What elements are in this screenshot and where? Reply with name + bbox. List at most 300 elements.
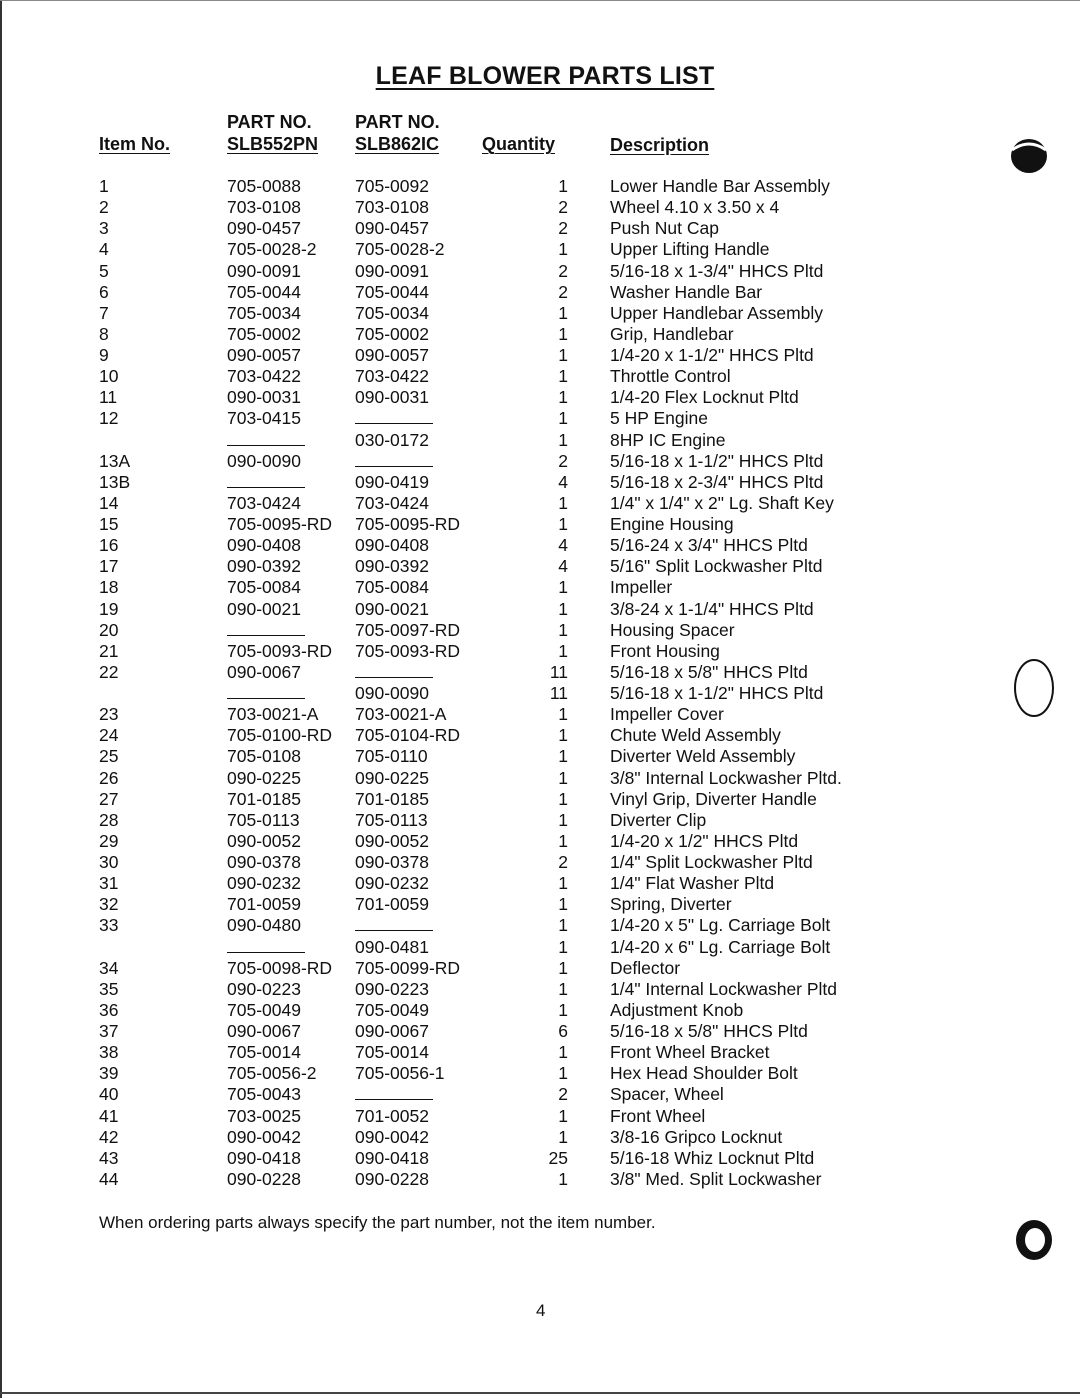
part-no-slb862ic: 090-0232 bbox=[355, 873, 429, 894]
part-no-slb862ic: 090-0052 bbox=[355, 830, 429, 851]
table-row bbox=[0, 472, 1080, 493]
part-no-slb552pn: 090-0067 bbox=[227, 661, 301, 682]
description: 5/16-18 x 5/8" HHCS Pltd bbox=[610, 661, 808, 682]
table-row bbox=[0, 1169, 1080, 1190]
quantity: 1 bbox=[558, 1042, 568, 1063]
quantity: 1 bbox=[558, 978, 568, 999]
part-no-slb552pn: 705-0028-2 bbox=[227, 239, 317, 260]
table-row bbox=[0, 514, 1080, 535]
description: 3/8-24 x 1-1/4" HHCS Pltd bbox=[610, 598, 814, 619]
table-row bbox=[0, 725, 1080, 746]
blank-line bbox=[227, 431, 305, 446]
item-number: 20 bbox=[99, 619, 119, 640]
part-no-slb862ic-blank bbox=[355, 1084, 433, 1105]
table-row bbox=[0, 831, 1080, 852]
quantity: 1 bbox=[558, 619, 568, 640]
description: 1/4" Split Lockwasher Pltd bbox=[610, 852, 813, 872]
item-number: 29 bbox=[99, 830, 119, 851]
part-no-slb862ic: 705-0028-2 bbox=[355, 239, 445, 260]
description: 1/4-20 x 1/2" HHCS Pltd bbox=[610, 830, 799, 851]
part-no-slb862ic: 705-0092 bbox=[355, 176, 429, 196]
header-model-a: SLB552PN bbox=[227, 134, 319, 154]
part-no-slb862ic: 705-0014 bbox=[355, 1042, 429, 1063]
item-number: 10 bbox=[99, 366, 119, 387]
part-no-slb552pn: 090-0225 bbox=[227, 767, 301, 788]
part-no-slb552pn: 703-0415 bbox=[227, 408, 301, 429]
quantity: 1 bbox=[558, 598, 568, 619]
quantity: 1 bbox=[558, 704, 568, 725]
item-number: 7 bbox=[99, 302, 109, 323]
part-no-slb862ic-blank bbox=[355, 408, 433, 429]
description: 8HP IC Engine bbox=[610, 429, 726, 450]
quantity: 4 bbox=[558, 556, 568, 577]
description: Vinyl Grip, Diverter Handle bbox=[610, 788, 817, 809]
part-no-slb552pn: 703-0025 bbox=[227, 1105, 301, 1126]
description: 1/4" Internal Lockwasher Pltd bbox=[610, 978, 838, 999]
part-no-slb552pn-blank bbox=[227, 937, 305, 958]
item-number: 42 bbox=[99, 1126, 119, 1147]
table-row bbox=[0, 387, 1080, 408]
description: 5/16-24 x 3/4" HHCS Pltd bbox=[610, 535, 808, 556]
item-number: 44 bbox=[99, 1168, 119, 1189]
quantity: 1 bbox=[558, 1063, 568, 1084]
item-number: 3 bbox=[99, 218, 109, 239]
description: Deflector bbox=[610, 957, 681, 978]
page-number: 4 bbox=[536, 1301, 546, 1320]
header-part-no-a: PART NO. bbox=[227, 112, 312, 132]
table-row bbox=[0, 451, 1080, 472]
quantity: 2 bbox=[558, 852, 568, 872]
quantity: 1 bbox=[558, 408, 568, 429]
item-number: 34 bbox=[99, 957, 119, 978]
part-no-slb552pn: 090-0408 bbox=[227, 535, 301, 556]
table-row bbox=[0, 556, 1080, 577]
part-no-slb552pn: 705-0056-2 bbox=[227, 1063, 317, 1084]
table-row bbox=[0, 620, 1080, 641]
part-no-slb862ic: 705-0099-RD bbox=[355, 957, 461, 978]
quantity: 1 bbox=[558, 725, 568, 746]
table-row bbox=[0, 535, 1080, 556]
quantity: 1 bbox=[558, 577, 568, 598]
description: Front Wheel bbox=[610, 1105, 706, 1126]
item-number: 13A bbox=[99, 450, 131, 471]
part-no-slb862ic: 090-0042 bbox=[355, 1126, 429, 1147]
quantity: 2 bbox=[558, 218, 568, 239]
blank-line bbox=[355, 409, 433, 424]
item-number: 5 bbox=[99, 260, 109, 281]
header-part-no-b: PART NO. bbox=[355, 112, 440, 132]
header-model-b: SLB862IC bbox=[355, 134, 440, 154]
description: Engine Housing bbox=[610, 514, 734, 534]
part-no-slb862ic: 090-0223 bbox=[355, 978, 429, 999]
header-description: Description bbox=[610, 135, 710, 155]
part-no-slb862ic: 705-0110 bbox=[355, 746, 428, 767]
table-row bbox=[0, 683, 1080, 704]
part-no-slb862ic-blank bbox=[355, 451, 433, 472]
item-number: 4 bbox=[99, 239, 109, 260]
table-row bbox=[0, 324, 1080, 345]
quantity: 11 bbox=[549, 683, 568, 703]
part-no-slb552pn: 090-0418 bbox=[227, 1147, 301, 1168]
part-no-slb862ic: 705-0104-RD bbox=[355, 725, 461, 746]
ordering-note: When ordering parts always specify the part number, not the item number. bbox=[99, 1213, 656, 1232]
part-no-slb862ic: 705-0097-RD bbox=[355, 619, 461, 640]
table-row bbox=[0, 493, 1080, 514]
quantity: 2 bbox=[558, 260, 568, 281]
quantity: 1 bbox=[558, 957, 568, 978]
item-number: 11 bbox=[99, 387, 118, 408]
part-no-slb862ic: 090-0021 bbox=[355, 598, 429, 619]
description: 5/16-18 x 1-1/2" HHCS Pltd bbox=[610, 683, 824, 703]
description: Impeller Cover bbox=[610, 704, 724, 725]
item-number: 43 bbox=[99, 1147, 119, 1168]
part-no-slb862ic: 703-0422 bbox=[355, 366, 429, 387]
description: Front Wheel Bracket bbox=[610, 1042, 770, 1063]
part-no-slb552pn: 705-0095-RD bbox=[227, 514, 333, 534]
item-number: 39 bbox=[99, 1063, 119, 1084]
table-row bbox=[0, 430, 1080, 451]
quantity: 1 bbox=[558, 366, 568, 387]
part-no-slb552pn: 090-0480 bbox=[227, 915, 301, 936]
item-number: 36 bbox=[99, 999, 119, 1020]
description: 1/4-20 x 1-1/2" HHCS Pltd bbox=[610, 345, 814, 365]
part-no-slb552pn: 090-0021 bbox=[227, 598, 301, 619]
part-no-slb862ic: 701-0185 bbox=[355, 788, 429, 809]
quantity: 1 bbox=[558, 323, 568, 344]
part-no-slb862ic: 701-0059 bbox=[355, 894, 429, 915]
part-no-slb862ic-blank bbox=[355, 915, 433, 936]
quantity: 11 bbox=[549, 661, 568, 682]
quantity: 1 bbox=[558, 345, 568, 365]
punch-hole-middle-icon bbox=[1012, 656, 1056, 720]
description: Diverter Clip bbox=[610, 809, 707, 830]
table-row bbox=[0, 852, 1080, 873]
punch-hole-top-icon bbox=[1008, 132, 1050, 176]
description: Spring, Diverter bbox=[610, 894, 732, 915]
quantity: 1 bbox=[558, 387, 568, 408]
part-no-slb552pn-blank bbox=[227, 472, 305, 493]
part-no-slb552pn: 705-0049 bbox=[227, 999, 301, 1020]
quantity: 1 bbox=[558, 809, 568, 830]
table-row bbox=[0, 366, 1080, 387]
table-row bbox=[0, 197, 1080, 218]
part-no-slb862ic: 090-0057 bbox=[355, 345, 429, 365]
description: Throttle Control bbox=[610, 366, 731, 387]
blank-line bbox=[227, 473, 305, 488]
quantity: 1 bbox=[558, 429, 568, 450]
quantity: 1 bbox=[558, 514, 568, 534]
description: 1/4" x 1/4" x 2" Lg. Shaft Key bbox=[610, 492, 834, 513]
part-no-slb552pn: 090-0052 bbox=[227, 830, 301, 851]
description: Adjustment Knob bbox=[610, 999, 744, 1020]
item-number: 33 bbox=[99, 915, 119, 936]
header-quantity: Quantity bbox=[482, 134, 556, 154]
item-number: 41 bbox=[99, 1105, 119, 1126]
page-edge-bottom bbox=[0, 1392, 1080, 1394]
part-no-slb552pn: 705-0100-RD bbox=[227, 725, 333, 746]
description: Hex Head Shoulder Bolt bbox=[610, 1063, 798, 1084]
page-title: LEAF BLOWER PARTS LIST bbox=[375, 62, 715, 90]
table-row bbox=[0, 1084, 1080, 1105]
part-no-slb862ic: 090-0091 bbox=[355, 260, 429, 281]
description: Push Nut Cap bbox=[610, 218, 719, 239]
parts-table bbox=[0, 176, 1080, 1190]
item-number: 38 bbox=[99, 1042, 119, 1063]
table-row bbox=[0, 1063, 1080, 1084]
table-row bbox=[0, 176, 1080, 197]
part-no-slb552pn: 090-0042 bbox=[227, 1126, 301, 1147]
item-number: 12 bbox=[99, 408, 119, 429]
description: Grip, Handlebar bbox=[610, 323, 734, 344]
part-no-slb552pn: 705-0113 bbox=[227, 809, 300, 830]
item-number: 21 bbox=[99, 640, 119, 661]
quantity: 1 bbox=[558, 830, 568, 851]
table-row bbox=[0, 218, 1080, 239]
quantity: 1 bbox=[558, 915, 568, 936]
quantity: 1 bbox=[558, 767, 568, 788]
quantity: 1 bbox=[558, 640, 568, 661]
blank-line bbox=[227, 684, 305, 699]
item-number: 37 bbox=[99, 1021, 119, 1041]
part-no-slb862ic: 703-0108 bbox=[355, 197, 429, 218]
part-no-slb552pn: 090-0232 bbox=[227, 873, 301, 894]
item-number: 27 bbox=[99, 788, 119, 809]
description: Chute Weld Assembly bbox=[610, 725, 781, 746]
description: Washer Handle Bar bbox=[610, 281, 763, 302]
description: 1/4-20 x 5" Lg. Carriage Bolt bbox=[610, 915, 831, 936]
table-row bbox=[0, 894, 1080, 915]
quantity: 1 bbox=[558, 176, 568, 196]
part-no-slb552pn: 090-0223 bbox=[227, 978, 301, 999]
description: 5/16-18 x 5/8" HHCS Pltd bbox=[610, 1021, 808, 1041]
description: Housing Spacer bbox=[610, 619, 735, 640]
blank-line bbox=[355, 663, 433, 678]
description: 3/8" Internal Lockwasher Pltd. bbox=[610, 767, 842, 788]
item-number: 26 bbox=[99, 767, 119, 788]
part-no-slb552pn: 090-0228 bbox=[227, 1168, 301, 1189]
part-no-slb862ic: 090-0228 bbox=[355, 1168, 429, 1189]
part-no-slb862ic: 090-0031 bbox=[355, 387, 429, 408]
part-no-slb862ic: 703-0424 bbox=[355, 492, 429, 513]
part-no-slb862ic: 090-0090 bbox=[355, 683, 429, 703]
part-no-slb552pn: 701-0185 bbox=[227, 788, 301, 809]
table-row bbox=[0, 641, 1080, 662]
part-no-slb862ic: 090-0392 bbox=[355, 556, 429, 577]
quantity: 1 bbox=[558, 746, 568, 767]
quantity: 2 bbox=[558, 450, 568, 471]
item-number: 2 bbox=[99, 197, 109, 218]
table-row bbox=[0, 662, 1080, 683]
item-number: 15 bbox=[99, 514, 119, 534]
part-no-slb862ic: 705-0056-1 bbox=[355, 1063, 445, 1084]
description: 1/4-20 x 6" Lg. Carriage Bolt bbox=[610, 936, 831, 957]
item-number: 1 bbox=[99, 176, 109, 196]
blank-line bbox=[355, 916, 433, 931]
part-no-slb862ic: 705-0113 bbox=[355, 809, 428, 830]
item-number: 17 bbox=[99, 556, 119, 577]
part-no-slb552pn: 701-0059 bbox=[227, 894, 301, 915]
description: Upper Lifting Handle bbox=[610, 239, 770, 260]
table-row bbox=[0, 577, 1080, 598]
part-no-slb862ic: 030-0172 bbox=[355, 429, 429, 450]
table-row bbox=[0, 810, 1080, 831]
table-row bbox=[0, 1106, 1080, 1127]
table-row bbox=[0, 1127, 1080, 1148]
quantity: 6 bbox=[558, 1021, 568, 1041]
quantity: 1 bbox=[558, 999, 568, 1020]
blank-line bbox=[355, 1085, 433, 1100]
part-no-slb552pn: 703-0422 bbox=[227, 366, 301, 387]
part-no-slb862ic: 090-0418 bbox=[355, 1147, 429, 1168]
quantity: 1 bbox=[558, 1126, 568, 1147]
part-no-slb862ic: 090-0067 bbox=[355, 1021, 429, 1041]
part-no-slb862ic: 705-0049 bbox=[355, 999, 429, 1020]
quantity: 25 bbox=[548, 1147, 568, 1168]
part-no-slb862ic: 090-0457 bbox=[355, 218, 429, 239]
description: 5/16-18 x 1-3/4" HHCS Pltd bbox=[610, 260, 824, 281]
table-row bbox=[0, 1148, 1080, 1169]
item-number: 8 bbox=[99, 323, 109, 344]
quantity: 1 bbox=[558, 1105, 568, 1126]
description: Upper Handlebar Assembly bbox=[610, 302, 824, 323]
part-no-slb862ic: 705-0044 bbox=[355, 281, 429, 302]
part-no-slb862ic: 705-0084 bbox=[355, 577, 429, 598]
blank-line bbox=[227, 621, 305, 636]
item-number: 40 bbox=[99, 1084, 119, 1105]
table-row bbox=[0, 768, 1080, 789]
table-row bbox=[0, 915, 1080, 936]
item-number: 22 bbox=[99, 661, 119, 682]
part-no-slb552pn-blank bbox=[227, 620, 305, 641]
quantity: 1 bbox=[558, 302, 568, 323]
blank-line bbox=[355, 452, 433, 467]
table-row bbox=[0, 239, 1080, 260]
table-row bbox=[0, 746, 1080, 767]
part-no-slb552pn: 705-0088 bbox=[227, 176, 301, 196]
item-number: 19 bbox=[99, 598, 119, 619]
item-number: 24 bbox=[99, 725, 119, 746]
quantity: 1 bbox=[558, 239, 568, 260]
description: Lower Handle Bar Assembly bbox=[610, 176, 830, 196]
part-no-slb552pn-blank bbox=[227, 430, 305, 451]
quantity: 4 bbox=[558, 535, 568, 556]
part-no-slb552pn: 705-0044 bbox=[227, 281, 301, 302]
description: 5/16-18 x 1-1/2" HHCS Pltd bbox=[610, 450, 824, 471]
table-row bbox=[0, 937, 1080, 958]
quantity: 1 bbox=[558, 788, 568, 809]
table-row bbox=[0, 958, 1080, 979]
description: Front Housing bbox=[610, 640, 720, 661]
item-number: 28 bbox=[99, 809, 119, 830]
part-no-slb552pn: 090-0090 bbox=[227, 450, 301, 471]
item-number: 35 bbox=[99, 978, 119, 999]
table-row bbox=[0, 1000, 1080, 1021]
item-number: 14 bbox=[99, 492, 119, 513]
quantity: 2 bbox=[558, 197, 568, 218]
table-row bbox=[0, 1021, 1080, 1042]
part-no-slb862ic: 090-0408 bbox=[355, 535, 429, 556]
quantity: 2 bbox=[558, 281, 568, 302]
table-row bbox=[0, 1042, 1080, 1063]
description: 3/8-16 Gripco Locknut bbox=[610, 1126, 783, 1147]
part-no-slb552pn: 703-0108 bbox=[227, 197, 301, 218]
table-row bbox=[0, 303, 1080, 324]
part-no-slb552pn: 090-0091 bbox=[227, 260, 301, 281]
part-no-slb552pn: 090-0057 bbox=[227, 345, 301, 365]
part-no-slb552pn: 090-0031 bbox=[227, 387, 301, 408]
table-row bbox=[0, 599, 1080, 620]
description: Diverter Weld Assembly bbox=[610, 746, 796, 767]
part-no-slb862ic: 090-0378 bbox=[355, 852, 429, 872]
table-row bbox=[0, 789, 1080, 810]
table-row bbox=[0, 873, 1080, 894]
part-no-slb862ic: 705-0095-RD bbox=[355, 514, 461, 534]
quantity: 1 bbox=[558, 894, 568, 915]
item-number: 30 bbox=[99, 852, 119, 872]
part-no-slb552pn: 705-0034 bbox=[227, 302, 301, 323]
item-number: 25 bbox=[99, 746, 119, 767]
description: 5 HP Engine bbox=[610, 408, 708, 429]
item-number: 32 bbox=[99, 894, 119, 915]
part-no-slb552pn: 090-0378 bbox=[227, 852, 301, 872]
part-no-slb552pn: 090-0067 bbox=[227, 1021, 301, 1041]
description: Impeller bbox=[610, 577, 673, 598]
description: 3/8" Med. Split Lockwasher bbox=[610, 1168, 822, 1189]
item-number: 6 bbox=[99, 281, 109, 302]
item-number: 18 bbox=[99, 577, 119, 598]
description: Spacer, Wheel bbox=[610, 1084, 724, 1105]
page-edge-top bbox=[0, 0, 1080, 1]
header-item-no: Item No. bbox=[99, 134, 171, 154]
part-no-slb552pn: 090-0457 bbox=[227, 218, 301, 239]
blank-line bbox=[227, 938, 305, 953]
part-no-slb862ic-blank bbox=[355, 662, 433, 683]
table-row bbox=[0, 979, 1080, 1000]
part-no-slb552pn: 705-0043 bbox=[227, 1084, 301, 1105]
part-no-slb552pn: 705-0093-RD bbox=[227, 640, 333, 661]
part-no-slb552pn: 705-0108 bbox=[227, 746, 301, 767]
part-no-slb862ic: 705-0034 bbox=[355, 302, 429, 323]
description: 5/16-18 Whiz Locknut Pltd bbox=[610, 1147, 815, 1168]
table-row bbox=[0, 345, 1080, 366]
part-no-slb552pn: 705-0098-RD bbox=[227, 957, 333, 978]
item-number: 31 bbox=[99, 873, 119, 894]
quantity: 4 bbox=[558, 471, 568, 492]
part-no-slb552pn: 090-0392 bbox=[227, 556, 301, 577]
part-no-slb552pn: 705-0084 bbox=[227, 577, 301, 598]
part-no-slb862ic: 090-0225 bbox=[355, 767, 429, 788]
part-no-slb552pn: 703-0424 bbox=[227, 492, 301, 513]
table-row bbox=[0, 408, 1080, 429]
description: 1/4-20 Flex Locknut Pltd bbox=[610, 387, 799, 408]
quantity: 1 bbox=[558, 1168, 568, 1189]
part-no-slb862ic: 090-0419 bbox=[355, 471, 429, 492]
part-no-slb552pn-blank bbox=[227, 683, 305, 704]
description: 5/16" Split Lockwasher Pltd bbox=[610, 556, 823, 577]
part-no-slb552pn: 705-0002 bbox=[227, 323, 301, 344]
punch-hole-bottom-icon bbox=[1014, 1218, 1054, 1262]
table-row bbox=[0, 704, 1080, 725]
quantity: 2 bbox=[558, 1084, 568, 1105]
part-no-slb552pn: 705-0014 bbox=[227, 1042, 301, 1063]
table-row bbox=[0, 282, 1080, 303]
part-no-slb862ic: 705-0002 bbox=[355, 323, 429, 344]
description: 5/16-18 x 2-3/4" HHCS Pltd bbox=[610, 471, 824, 492]
table-row bbox=[0, 261, 1080, 282]
item-number: 9 bbox=[99, 345, 109, 365]
part-no-slb552pn: 703-0021-A bbox=[227, 704, 319, 725]
quantity: 1 bbox=[558, 492, 568, 513]
